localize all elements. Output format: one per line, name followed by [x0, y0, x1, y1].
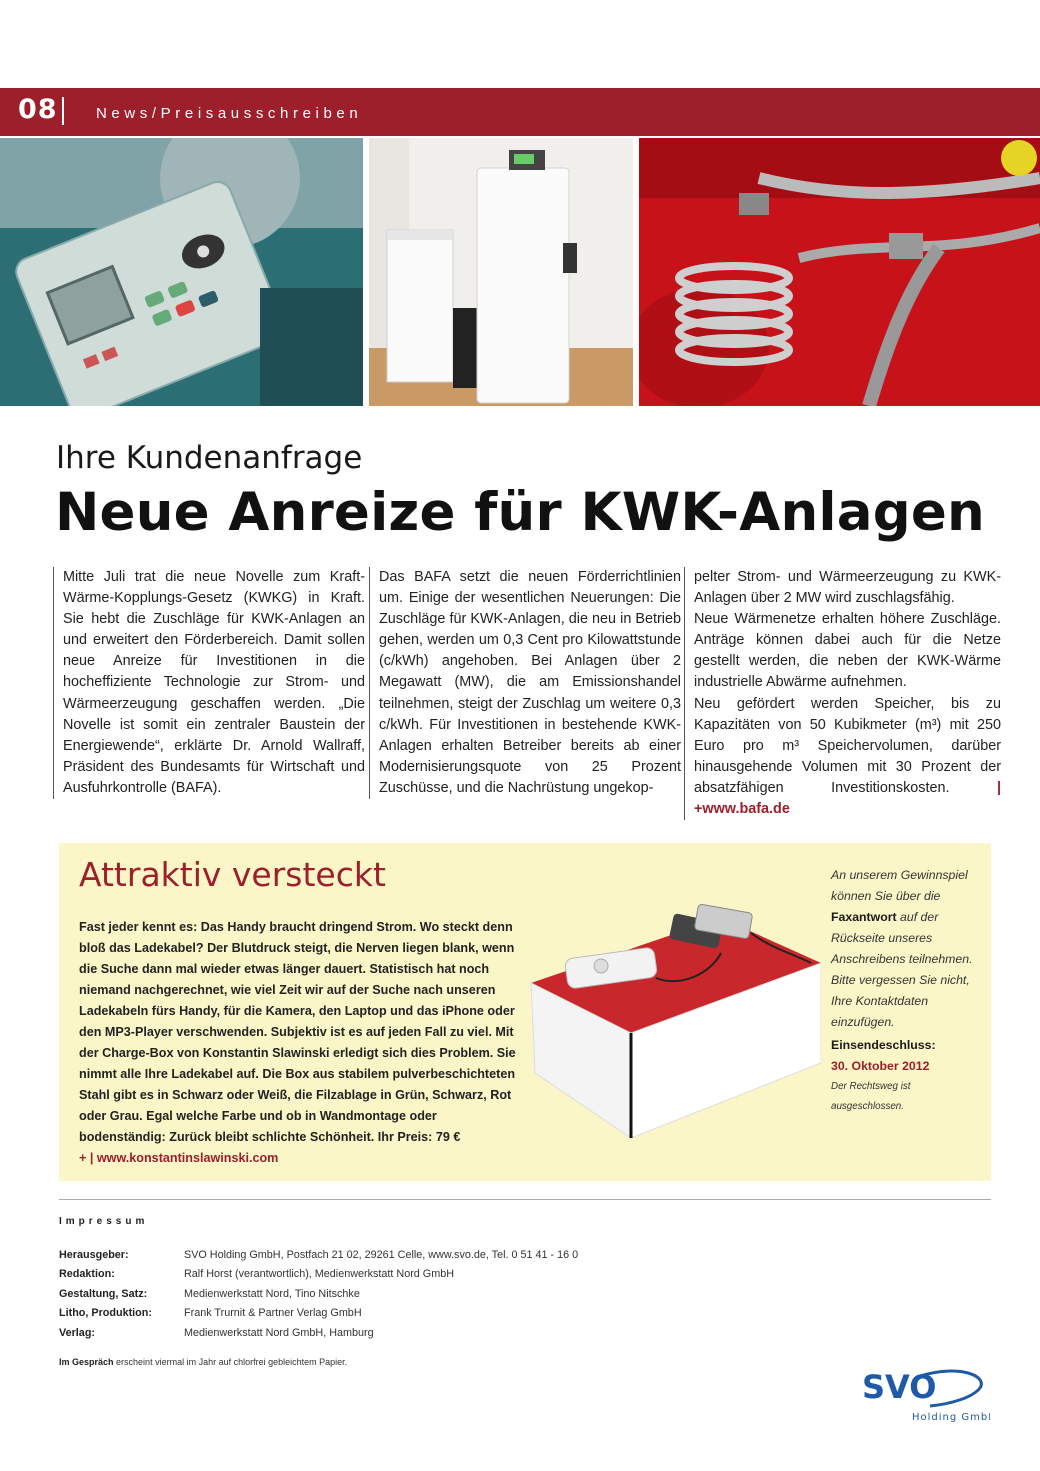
- article-paragraph: Mitte Juli trat die neue Novelle zum Kraft-Wärme-Kopplungs-Gesetz (KWKG) in Kraft. Sie hebt die Zuschläge für KWK-Anlagen an und erweitert den Förderbereich. Damit sollen neue Anreize für Investitionen in die hocheffiziente Technologie zur Strom- und Wärmeerzeugung geschaffen werden. „Die Novelle ist somit ein zentraler Baustein der Energiewende“, erklärte Dr. Arnold Wallraff, Präsident des Bundesamts für Wirtschaft und Ausfuhrkontrolle (BAFA).: [63, 569, 365, 796]
- impressum-table: [59, 1246, 578, 1343]
- headline: Neue Anreize für KWK-Anlagen: [55, 482, 985, 543]
- article-column-3: [684, 567, 1001, 820]
- sidebar-text: auf der Rückseite unseres Anschreibens teilnehmen. Bitte vergessen Sie nicht, Ihre Kontaktdaten einzufügen.: [831, 910, 973, 1029]
- logo-name: SVO: [862, 1368, 937, 1406]
- impressum-label: Redaktion:: [59, 1268, 115, 1281]
- impressum-value: SVO Holding GmbH, Postfach 21 02, 29261 Celle, www.svo.de, Tel. 0 51 41 - 16 0: [184, 1249, 579, 1261]
- header-separator: [62, 97, 64, 125]
- promo-title: Attraktiv versteckt: [79, 855, 386, 894]
- deadline-date: 30. Oktober 2012: [831, 1059, 930, 1073]
- sidebar-text: An unserem Gewinnspiel können Sie über die: [831, 868, 968, 903]
- bafa-link[interactable]: | +www.bafa.de: [694, 779, 1001, 818]
- impressum-label: Gestaltung, Satz:: [59, 1287, 148, 1300]
- logo-subtitle: Holding GmbH: [912, 1412, 990, 1423]
- charge-box-image: [521, 893, 821, 1143]
- contest-sidebar: [831, 865, 981, 1117]
- divider: [59, 1199, 991, 1200]
- publication-title: Im Gespräch: [59, 1357, 114, 1367]
- article-column-2: [369, 567, 681, 799]
- impressum-value: Medienwerkstatt Nord GmbH, Hamburg: [184, 1326, 374, 1339]
- promo-text: [79, 917, 519, 1169]
- kicker: Ihre Kundenanfrage: [56, 440, 363, 476]
- deadline-label: Einsendeschluss:: [831, 1038, 936, 1052]
- impressum-value: Medienwerkstatt Nord, Tino Nitschke: [184, 1287, 360, 1300]
- photo-control-panel: [0, 138, 363, 406]
- impressum-row: [59, 1246, 578, 1265]
- article-column-1: [53, 567, 365, 799]
- impressum-value: Frank Trurnit & Partner Verlag GmbH: [184, 1307, 362, 1320]
- article-paragraph: pelter Strom- und Wärmeerzeugung zu KWK-Anlagen über 2 MW wird zuschlagsfähig.: [694, 569, 1001, 607]
- article-paragraph: Das BAFA setzt die neuen Förderrichtlinien um. Einige der wesentlichen Neuerungen: Die Zuschläge für KWK-Anlagen, die neu in Betrieb gehen, werden um 0,3 Cent pro Kilowattstunde (c/kWh) angehoben. Bei Anlagen über 2 Megawatt (MW), die am Emissionshandel teilnehmen, steigt der Zuschlag um weitere 0,3 c/kWh. Für Investitionen in bestehende KWK-Anlagen erhalten Betreiber bereits ab einer Modernisierungsquote von 25 Prozent Zuschüsse, und die Nachrüstung ungekop-: [379, 569, 681, 796]
- promo-link[interactable]: + | www.konstantinslawinski.com: [79, 1151, 279, 1165]
- impressum-heading: Impressum: [59, 1216, 149, 1227]
- article-paragraph: Neue Wärmenetze erhalten höhere Zuschläge. Anträge können dabei auch für die Netze gestellt werden, die neben der KWK-Wärme industrielle Abwärme aufnehmen.: [694, 611, 1001, 691]
- promo-body: Fast jeder kennt es: Das Handy braucht dringend Strom. Wo steckt denn bloß das Ladekabel? Der Blutdruck steigt, die Nerven liegen blank, wenn die Suche dann mal wieder etwas länger dauert. Statistisch hat noch niemand nachgerechnet, wie viel Zeit wir auf der Suche nach unseren Ladekabeln fürs Handy, für die Kamera, den Laptop und das iPhone oder den MP3-Player verschwenden. Subjektiv ist es auf jeden Fall zu viel. Mit der Charge-Box von Konstantin Slawinski erledigt sich dies Problem. Sie nimmt alle Ihre Ladekabel auf. Die Box aus stabilem pulverbeschichteten Stahl gibt es in Schwarz oder Weiß, die Filzablage in Grün, Schwarz, Rot oder Grau. Egal welche Farbe und ob in Wandmontage oder bodenständig: Zurück bleibt schlichte Schönheit. Ihr Preis: 79 €: [79, 920, 516, 1144]
- publication-note: [59, 1357, 347, 1367]
- impressum-label: Herausgeber:: [59, 1249, 129, 1261]
- impressum-row: [59, 1265, 578, 1284]
- svo-logo: [860, 1358, 990, 1424]
- impressum-row: [59, 1304, 578, 1323]
- impressum-value: Ralf Horst (verantwortlich), Medienwerkstatt Nord GmbH: [184, 1268, 454, 1281]
- header-bar: [0, 88, 1040, 136]
- page-number: 08: [18, 94, 58, 125]
- impressum-label: Verlag:: [59, 1326, 96, 1339]
- article-paragraph-text: Neu gefördert werden Speicher, bis zu Kapazitäten von 50 Kubikmeter (m³) mit 250 Euro pro m³ Speichervolumen, darüber hinausgehende Volumen mit 30 Prozent der absatzfähigen Investitionskosten.: [694, 695, 1001, 796]
- article-paragraph: [694, 694, 1001, 821]
- impressum-row: [59, 1324, 578, 1343]
- impressum-row: [59, 1285, 578, 1304]
- impressum-label: Litho, Produktion:: [59, 1307, 152, 1320]
- photo-engine: [639, 138, 1040, 406]
- promo-box: [59, 843, 991, 1181]
- publication-note-text: erscheint viermal im Jahr auf chlorfrei gebleichtem Papier.: [116, 1357, 348, 1367]
- legal-note: Der Rechtsweg ist ausgeschlossen.: [831, 1081, 911, 1112]
- section-label: News/Preisausschreiben: [96, 105, 363, 122]
- faxantwort-label: Faxantwort: [831, 910, 897, 924]
- photo-heating-units: [369, 138, 633, 406]
